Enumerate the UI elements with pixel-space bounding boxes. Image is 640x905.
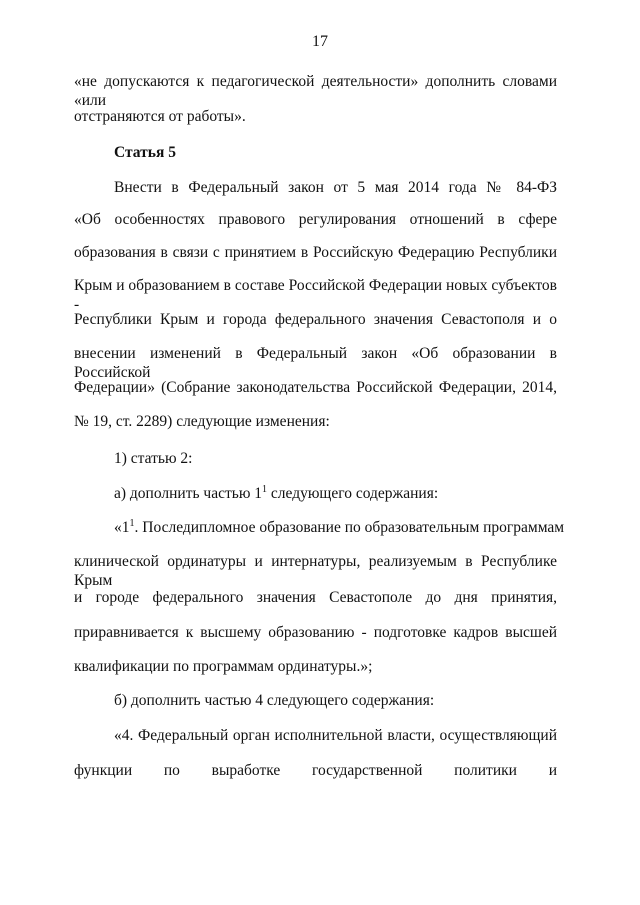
list-item <box>114 484 557 503</box>
text-line: № 19, ст. 2289) следующие изменения: <box>74 413 330 430</box>
text-line: Федерации» (Собрание законодательства Российской Федерации, 2014, <box>74 379 557 396</box>
superscript: 1 <box>129 518 135 529</box>
page-number: 17 <box>312 33 328 50</box>
text-line: Крым и образованием в составе Российской Федерации новых субъектов - <box>74 277 557 313</box>
text-fragment: «1 <box>114 519 130 536</box>
text-line: функции по выработке государственной политики и <box>74 762 557 779</box>
text-fragment: следующего содержания: <box>270 485 439 502</box>
text-line: внесении изменений в Федеральный закон «Об образовании в Российской <box>74 345 557 381</box>
text-line: образования в связи с принятием в Российскую Федерацию Республики <box>74 244 557 261</box>
list-item: б) дополнить частью 4 следующего содержания: <box>114 692 435 709</box>
text-line: «не допускаются к педагогической деятельности» дополнить словами «или <box>74 73 557 109</box>
text-line <box>114 518 565 537</box>
text-line: отстраняются от работы». <box>74 108 246 125</box>
superscript: 1 <box>262 484 268 495</box>
list-item: 1) статью 2: <box>114 450 193 467</box>
article-heading: Статья 5 <box>114 144 176 161</box>
text-line: клинической ординатуры и интернатуры, реализуемым в Республике Крым <box>74 553 557 589</box>
text-line: приравнивается к высшему образованию - подготовке кадров высшей <box>74 624 557 641</box>
text-line: Республики Крым и города федерального значения Севастополя и о <box>74 311 557 328</box>
text-fragment: а) дополнить частью 1 <box>114 485 263 502</box>
text-line: квалификации по программам ординатуры.»; <box>74 658 373 675</box>
text-line: «Об особенностях правового регулирования отношений в сфере <box>74 211 557 228</box>
text-line: и городе федерального значения Севастополе до дня принятия, <box>74 589 557 606</box>
text-fragment: . Последипломное образование по образовательным программам <box>134 519 565 536</box>
text-line: Внести в Федеральный закон от 5 мая 2014 года № 84-ФЗ <box>114 179 557 196</box>
text-line: «4. Федеральный орган исполнительной власти, осуществляющий <box>114 727 557 744</box>
